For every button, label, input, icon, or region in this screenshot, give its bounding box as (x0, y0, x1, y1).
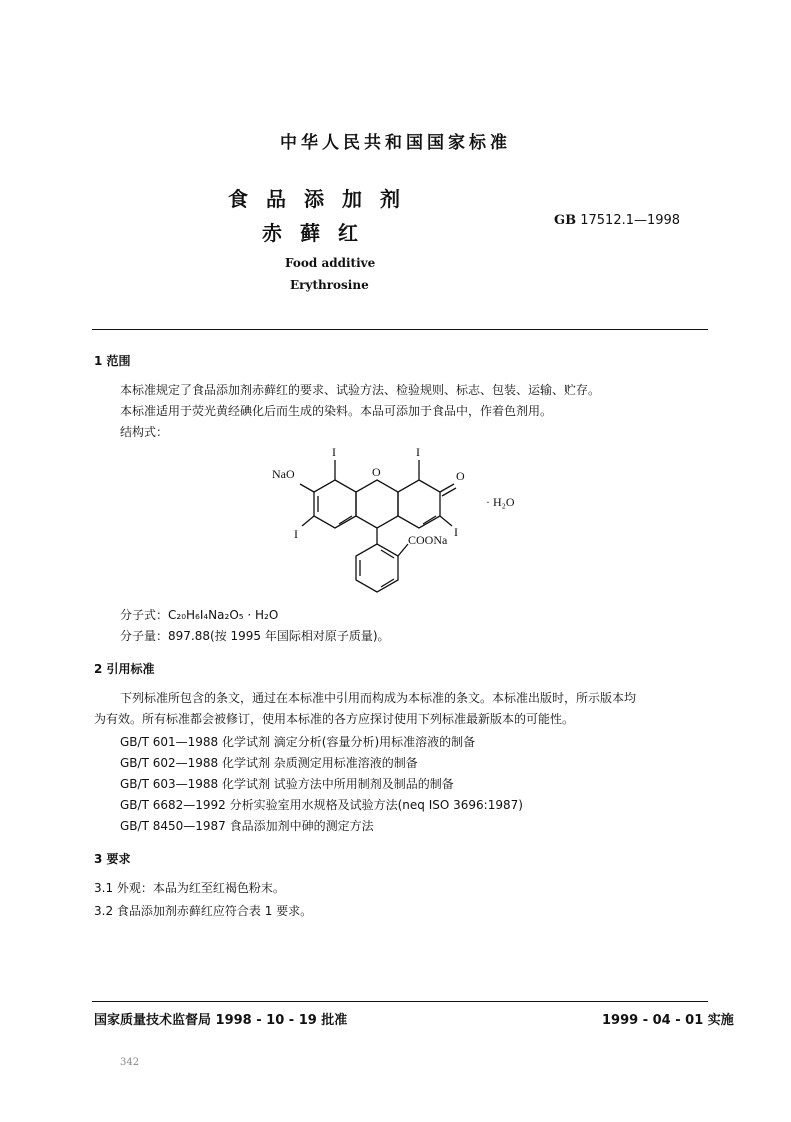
ring-oxygen-label: O (372, 465, 381, 479)
reference-item: GB/T 8450—1987 食品添加剂中砷的测定方法 (120, 819, 374, 833)
top-divider (92, 329, 708, 330)
page-number: 342 (120, 1057, 140, 1068)
effective-date: 1999 - 04 - 01 实施 (602, 1013, 734, 1028)
reference-item: GB/T 601—1988 化学试剂 滴定分析(容量分析)用标准溶液的制备 (120, 735, 476, 749)
section1-para2: 本标准适用于荧光黄经碘化后而生成的染料。本品可添加于食品中，作着色剂用。 (120, 404, 553, 418)
structural-formula (260, 440, 560, 605)
section3-item2: 3.2 食品添加剂赤藓红应符合表 1 要求。 (94, 904, 313, 918)
reference-item: GB/T 602—1988 化学试剂 杂质测定用标准溶液的制备 (120, 756, 418, 770)
iodine-label: I (294, 527, 298, 541)
standard-number (554, 213, 680, 228)
carbonyl-oxygen-label: O (456, 469, 465, 483)
iodine-label: I (454, 525, 458, 539)
molecular-formula: 分子式：C₂₀H₆I₄Na₂O₅ · H₂O (120, 608, 279, 622)
section1-heading: 1 范围 (94, 354, 131, 368)
section2-intro-line1: 下列标准所包含的条文，通过在本标准中引用而构成为本标准的条文。本标准出版时，所示版本均 (120, 691, 637, 705)
title-en-line1: Food additive (285, 256, 376, 270)
iodine-label: I (416, 445, 420, 459)
section1-para1: 本标准规定了食品添加剂赤藓红的要求、试验方法、检验规则、标志、包装、运输、贮存。 (120, 383, 601, 397)
national-standard-title: 中华人民共和国国家标准 (280, 133, 511, 153)
section2-heading: 2 引用标准 (94, 662, 155, 676)
standard-prefix: GB (554, 213, 577, 228)
title-en-line2: Erythrosine (290, 278, 369, 292)
coona-label: COONa (408, 533, 448, 547)
iodine-label: I (332, 445, 336, 459)
section3-heading: 3 要求 (94, 852, 131, 866)
nao-label: NaO (272, 467, 295, 481)
bottom-divider (92, 1001, 708, 1002)
molecular-weight: 分子量：897.88(按 1995 年国际相对原子质量)。 (120, 629, 390, 643)
reference-item: GB/T 6682—1992 分析实验室用水规格及试验方法(neq ISO 3696:1987) (120, 798, 523, 812)
section2-intro-line2: 为有效。所有标准都会被修订，使用本标准的各方应探讨使用下列标准最新版本的可能性。 (94, 712, 575, 726)
title-cn-line1: 食品添加剂 (228, 187, 418, 211)
section3-item1: 3.1 外观：本品为红至红褐色粉末。 (94, 881, 285, 895)
standard-number-value: 17512.1—1998 (580, 213, 681, 228)
issue-date: 国家质量技术监督局 1998 - 10 - 19 批准 (94, 1013, 348, 1028)
structure-label: 结构式： (120, 425, 169, 439)
reference-item: GB/T 603—1988 化学试剂 试验方法中所用制剂及制品的制备 (120, 777, 454, 791)
hydrate-label: · H₂O (486, 495, 515, 509)
title-cn-line2: 赤藓红 (262, 221, 376, 245)
